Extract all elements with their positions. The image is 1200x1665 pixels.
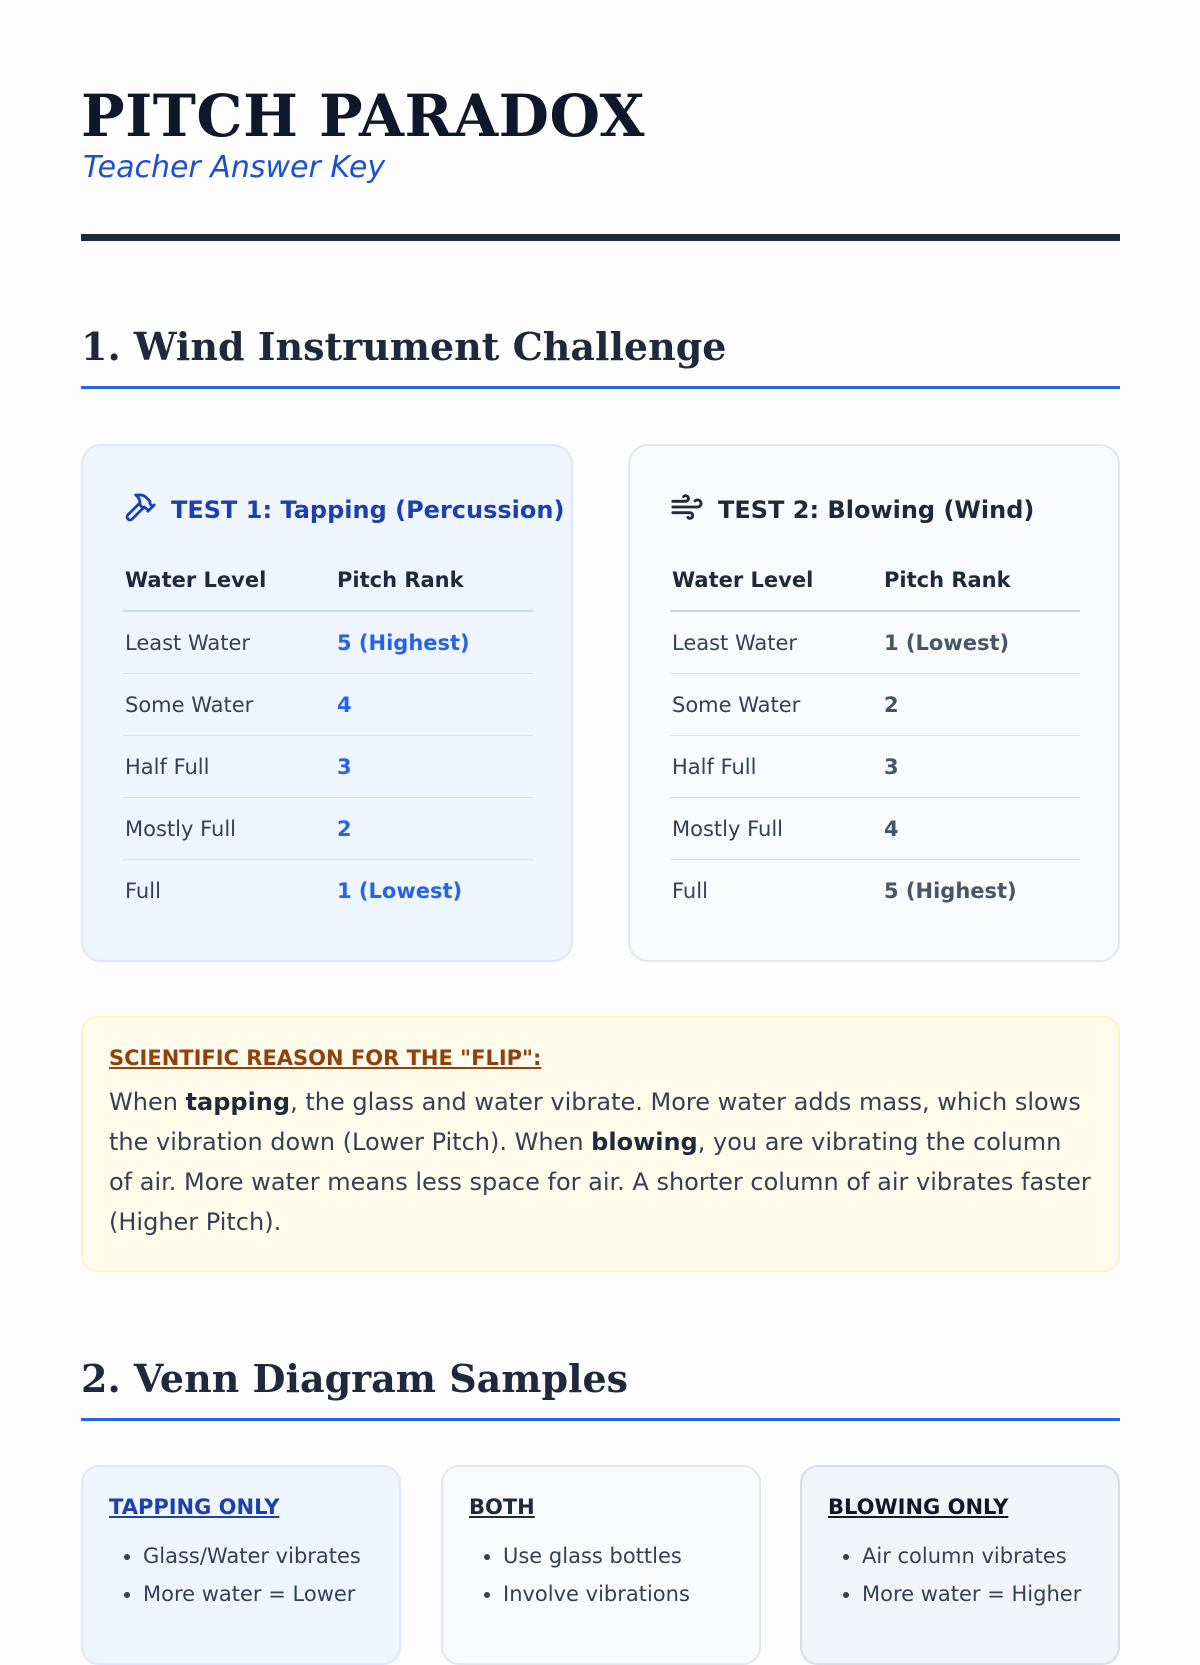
- table-row: [123, 798, 533, 860]
- scientific-reason-note: [81, 1016, 1120, 1272]
- emphasis-blowing: blowing: [591, 1128, 698, 1156]
- emphasis-tapping: tapping: [185, 1088, 291, 1116]
- test-1-table: [123, 550, 533, 921]
- test-1-header: [123, 490, 564, 530]
- venn-heading: TAPPING ONLY: [109, 1495, 280, 1519]
- pitch-rank-cell: 1 (Lowest): [337, 878, 463, 903]
- note-heading: SCIENTIFIC REASON FOR THE "FLIP":: [109, 1046, 542, 1070]
- venn-heading: BOTH: [469, 1495, 535, 1519]
- hammer-icon: [123, 490, 157, 530]
- list-item: • Air column vibrates: [862, 1537, 1094, 1575]
- test-2-title: TEST 2: Blowing (Wind): [718, 496, 1035, 524]
- section-1-divider: [81, 386, 1120, 389]
- water-level-cell: Full: [125, 878, 161, 903]
- test-2-header: [670, 490, 1034, 530]
- table-row: [670, 611, 1080, 674]
- column-header-pitch-rank: Pitch Rank: [335, 550, 533, 611]
- pitch-rank-cell: 2: [882, 674, 1080, 736]
- title-divider: [81, 234, 1120, 241]
- water-level-cell: Half Full: [123, 736, 335, 798]
- list-item: • Glass/Water vibrates: [143, 1537, 375, 1575]
- table-row: [670, 860, 1080, 922]
- table-row: [670, 736, 1080, 798]
- venn-card-tapping-only: [81, 1465, 401, 1665]
- table-row: [123, 611, 533, 674]
- venn-list: [109, 1537, 375, 1613]
- table-header-row: [123, 550, 533, 611]
- list-item: • More water = Lower: [143, 1575, 375, 1613]
- page-title: PITCH PARADOX: [81, 82, 645, 150]
- page-subtitle: Teacher Answer Key: [83, 150, 386, 185]
- pitch-rank-cell: 4: [882, 798, 1080, 860]
- table-row: [123, 674, 533, 736]
- pitch-rank-cell: 2: [335, 798, 533, 860]
- note-body: When tapping, the glass and water vibrate. More water adds mass, which slows the vibration down (Lower Pitch). When blowing, you are vibrating the column of air. More water means less space for air. A shorter column of air vibrates faster (Higher Pitch).: [109, 1088, 1091, 1236]
- table-row: [123, 860, 533, 922]
- list-item: • Involve vibrations: [503, 1575, 735, 1613]
- table-row: [670, 674, 1080, 736]
- list-item: • Use glass bottles: [503, 1537, 735, 1575]
- pitch-rank-cell: 4: [335, 674, 533, 736]
- pitch-rank-cell: 1 (Lowest): [882, 611, 1080, 674]
- venn-list: [828, 1537, 1094, 1613]
- test-2-table: [670, 550, 1080, 921]
- pitch-rank-cell: 5 (Highest): [884, 878, 1017, 903]
- venn-heading: BLOWING ONLY: [828, 1495, 1009, 1519]
- pitch-rank-cell: 3: [882, 736, 1080, 798]
- section-2-title: 2. Venn Diagram Samples: [81, 1356, 629, 1401]
- venn-list: [469, 1537, 735, 1613]
- water-level-cell: Least Water: [123, 611, 335, 674]
- column-header-pitch-rank: Pitch Rank: [882, 550, 1080, 611]
- section-2-divider: [81, 1418, 1120, 1421]
- test-1-card: [81, 444, 573, 962]
- water-level-cell: Half Full: [670, 736, 882, 798]
- test-1-title: TEST 1: Tapping (Percussion): [171, 496, 565, 524]
- column-header-water-level: Water Level: [670, 550, 882, 611]
- list-item: • More water = Higher: [862, 1575, 1094, 1613]
- venn-card-both: [441, 1465, 761, 1665]
- column-header-water-level: Water Level: [123, 550, 335, 611]
- water-level-cell: Least Water: [670, 611, 882, 674]
- test-2-card: [628, 444, 1120, 962]
- table-header-row: [670, 550, 1080, 611]
- venn-card-blowing-only: [800, 1465, 1120, 1665]
- water-level-cell: Mostly Full: [670, 798, 882, 860]
- table-row: [670, 798, 1080, 860]
- pitch-rank-cell: 3: [335, 736, 533, 798]
- water-level-cell: Some Water: [670, 674, 882, 736]
- wind-icon: [670, 490, 704, 530]
- water-level-cell: Mostly Full: [123, 798, 335, 860]
- table-row: [123, 736, 533, 798]
- water-level-cell: Full: [672, 878, 708, 903]
- water-level-cell: Some Water: [123, 674, 335, 736]
- pitch-rank-cell: 5 (Highest): [335, 611, 533, 674]
- section-1-title: 1. Wind Instrument Challenge: [81, 324, 727, 369]
